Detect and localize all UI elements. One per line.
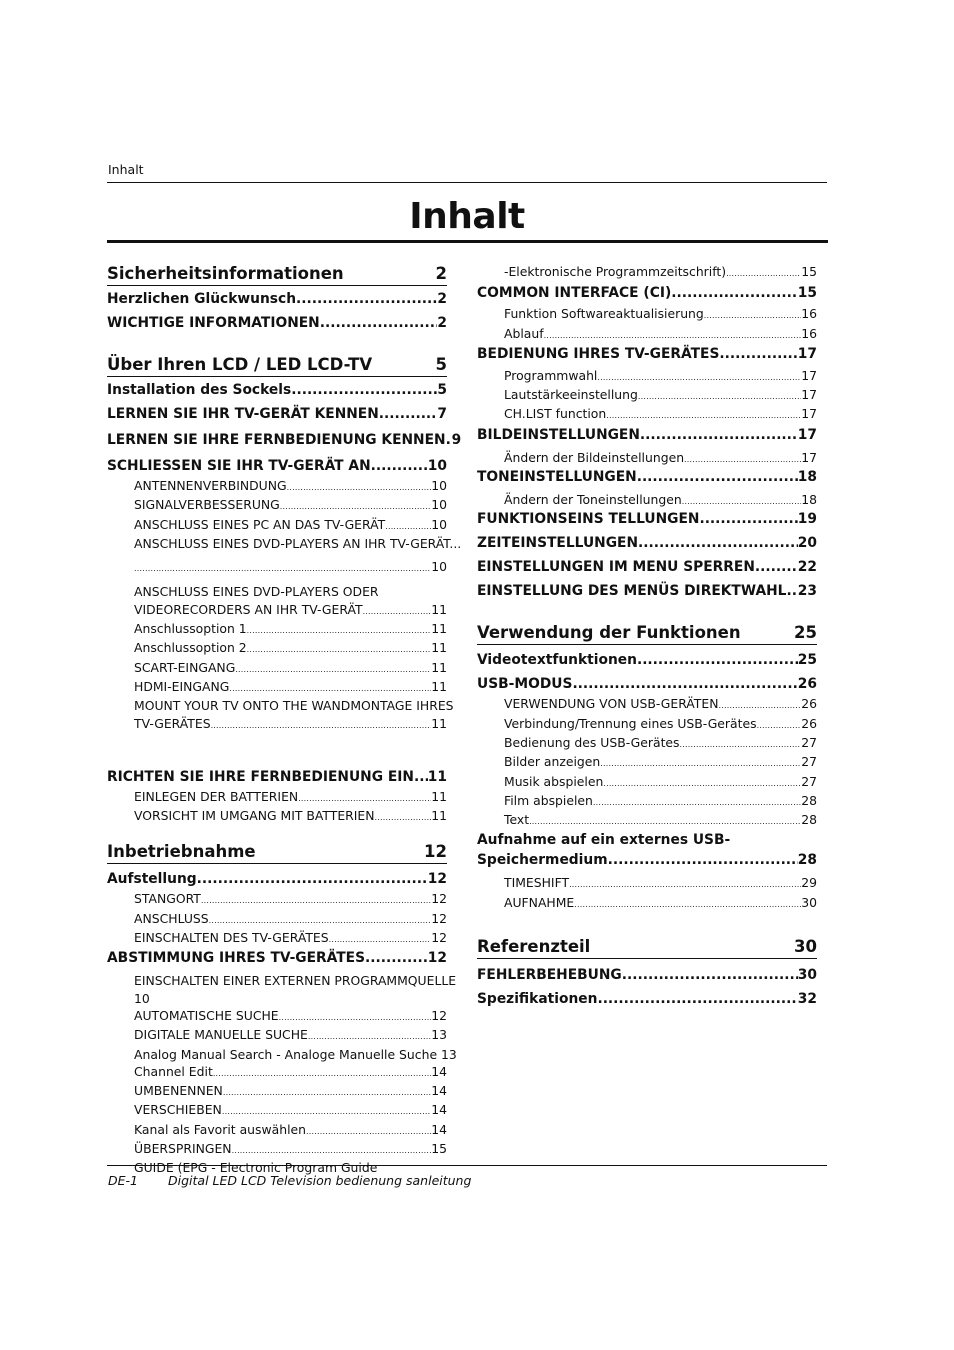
toc-subentry[interactable]: EINLEGEN DER BATTERIEN ..... 11 [134,788,447,807]
toc-subentry[interactable]: AUFNAHME ..... 30 [504,894,817,913]
toc-entry[interactable]: USB-MODUS ..... 26 [477,677,817,692]
document-title: Digital LED LCD Television bedienung sanleitung [168,1173,472,1188]
toc-subentry[interactable]: DIGITALE MANUELLE SUCHE ..... 13 [134,1026,447,1045]
toc-section-heading[interactable]: Über Ihren LCD / LED LCD-TV 5 [107,355,447,377]
toc-subentry[interactable]: ANSCHLUSS EINES PC AN DAS TV-GERÄT ..... 10 [134,516,447,535]
toc-entry[interactable]: RICHTEN SIE IHRE FERNBEDIENUNG EIN ..... 11 [107,770,447,785]
toc-subentry[interactable]: STANGORT ..... 12 [134,890,447,909]
toc-entry[interactable]: TONEINSTELLUNGEN ..... 18 [477,470,817,485]
toc-entry[interactable]: FUNKTIONSEINS TELLUNGEN ..... 19 [477,512,817,527]
toc-entry[interactable]: Videotextfunktionen ..... 25 [477,653,817,668]
toc-entry[interactable]: ZEITEINSTELLUNGEN ..... 20 [477,536,817,551]
toc-subentry[interactable]: VORSICHT IM UMGANG MIT BATTERIEN ..... 11 [134,807,447,826]
page-title: Inhalt [409,196,525,237]
toc-entry[interactable]: ABSTIMMUNG IHRES TV-GERÄTES ..... 12 [107,951,447,966]
toc-subentry[interactable]: Musik abspielen ..... 27 [504,773,817,792]
toc-subentry-line[interactable]: MOUNT YOUR TV ONTO THE WANDMONTAGE IHRES [134,698,454,714]
toc-subentry[interactable]: Film abspielen ..... 28 [504,792,817,811]
toc-subentry[interactable]: Anschlussoption 1 ..... 11 [134,620,447,639]
toc-subentry[interactable]: HDMI-EINGANG ..... 11 [134,678,447,697]
toc-left-column [107,262,462,1177]
header-rule [107,182,827,183]
toc-subentry[interactable]: AUTOMATISCHE SUCHE ..... 12 [134,1007,447,1026]
toc-subentry[interactable]: Programmwahl ..... 17 [504,367,817,386]
toc-subentry[interactable]: TIMESHIFT ..... 29 [504,874,817,893]
toc-entry[interactable]: WICHTIGE INFORMATIONEN ..... 2 [107,316,447,331]
toc-entry[interactable]: LERNEN SIE IHR TV-GERÄT KENNEN ..... 7 [107,407,447,422]
toc-subentry[interactable]: TV-GERÄTES ..... 11 [134,715,447,734]
page-footer [108,1173,471,1188]
toc-section-heading[interactable]: Verwendung der Funktionen 25 [477,623,817,645]
toc-subentry[interactable]: Ändern der Bildeinstellungen ..... 17 [504,449,817,468]
toc-subentry[interactable]: -Elektronische Programmzeitschrift) ..... 15 [504,263,817,282]
toc-entry[interactable]: Installation des Sockels ..... 5 [107,383,447,398]
toc-subentry[interactable]: EINSCHALTEN DES TV-GERÄTES ..... 12 [134,929,447,948]
toc-subentry[interactable]: SIGNALVERBESSERUNG ..... 10 [134,496,447,515]
toc-section-heading[interactable]: Inbetriebnahme 12 [107,842,447,864]
toc-subentry[interactable]: Ablauf ..... 16 [504,325,817,344]
toc-subentry[interactable]: ÜBERSPRINGEN ..... 15 [134,1140,447,1159]
toc-right-column [477,263,817,1007]
toc-subentry-line[interactable]: ANSCHLUSS EINES DVD-PLAYERS AN IHR TV-GERÄT... [134,535,462,551]
toc-subentry[interactable]: UMBENENNEN ..... 14 [134,1082,447,1101]
toc-subentry[interactable]: Bilder anzeigen ..... 27 [504,753,817,772]
toc-subentry[interactable]: Verbindung/Trennung eines USB-Gerätes ..... 26 [504,715,817,734]
toc-subentry-line[interactable]: ANSCHLUSS EINES DVD-PLAYERS ODER [134,584,379,600]
toc-subentry-line[interactable]: 10 [134,990,150,1006]
toc-subentry-line[interactable]: Analog Manual Search - Analoge Manuelle Suche 13 [134,1046,457,1062]
toc-subentry[interactable]: ANTENNENVERBINDUNG ..... 10 [134,477,447,496]
toc-subentry[interactable]: SCART-EINGANG ..... 11 [134,659,447,678]
toc-entry[interactable]: Speichermedium ..... 28 [477,853,817,868]
toc-entry-line[interactable]: Aufnahme auf ein externes USB- [477,832,731,849]
toc-subentry[interactable]: VIDEORECORDERS AN IHR TV-GERÄT ..... 11 [134,601,447,620]
toc-section-heading[interactable]: Referenzteil 30 [477,937,817,959]
toc-subentry-line[interactable]: GUIDE (EPG - Electronic Program Guide [134,1160,378,1176]
toc-subentry-line[interactable]: EINSCHALTEN EINER EXTERNEN PROGRAMMQUELLE [134,973,457,989]
toc-entry[interactable]: LERNEN SIE IHRE FERNBEDIENUNG KENNEN ..... 9 [107,433,447,448]
toc-entry[interactable]: SCHLIESSEN SIE IHR TV-GERÄT AN ..... 10 [107,459,447,474]
running-header: Inhalt [108,162,144,177]
toc-section-heading[interactable]: Sicherheitsinformationen 2 [107,264,447,286]
toc-subentry[interactable]: Bedienung des USB-Gerätes ..... 27 [504,734,817,753]
toc-entry[interactable]: Aufstellung ..... 12 [107,872,447,887]
toc-entry[interactable]: COMMON INTERFACE (CI) ..... 15 [477,286,817,301]
toc-subentry[interactable]: Channel Edit ..... 14 [134,1063,447,1082]
toc-subentry[interactable]: Anschlussoption 2 ..... 11 [134,639,447,658]
toc-subentry[interactable]: Kanal als Favorit auswählen ..... 14 [134,1121,447,1140]
toc-subentry[interactable]: VERSCHIEBEN ..... 14 [134,1101,447,1120]
toc-subentry[interactable]: VERWENDUNG VON USB-GERÄTEN ..... 26 [504,695,817,714]
toc-entry[interactable]: Spezifikationen ..... 32 [477,992,817,1007]
toc-subentry[interactable]: CH.LIST function ..... 17 [504,405,817,424]
toc-entry[interactable]: FEHLERBEHEBUNG ..... 30 [477,968,817,983]
toc-subentry[interactable]: ANSCHLUSS ..... 12 [134,910,447,929]
footer-rule [107,1165,827,1166]
toc-subentry[interactable]: Funktion Softwareaktualisierung ..... 16 [504,305,817,324]
toc-entry[interactable]: EINSTELLUNG DES MENÜS DIREKTWAHL ..... 23 [477,584,817,599]
toc-entry[interactable]: BILDEINSTELLUNGEN ..... 17 [477,428,817,443]
toc-subentry[interactable]: Text ..... 28 [504,811,817,830]
title-rule [107,240,828,243]
toc-entry[interactable]: BEDIENUNG IHRES TV-GERÄTES ..... 17 [477,347,817,362]
page-number: DE-1 [108,1173,138,1188]
toc-entry[interactable]: EINSTELLUNGEN IM MENU SPERREN ..... 22 [477,560,817,575]
toc-entry[interactable]: Herzlichen Glückwunsch ..... 2 [107,292,447,307]
toc-subentry[interactable]: ..... 10 [134,558,447,577]
toc-subentry[interactable]: Ändern der Toneinstellungen ..... 18 [504,491,817,510]
toc-subentry[interactable]: Lautstärkeeinstellung ..... 17 [504,386,817,405]
